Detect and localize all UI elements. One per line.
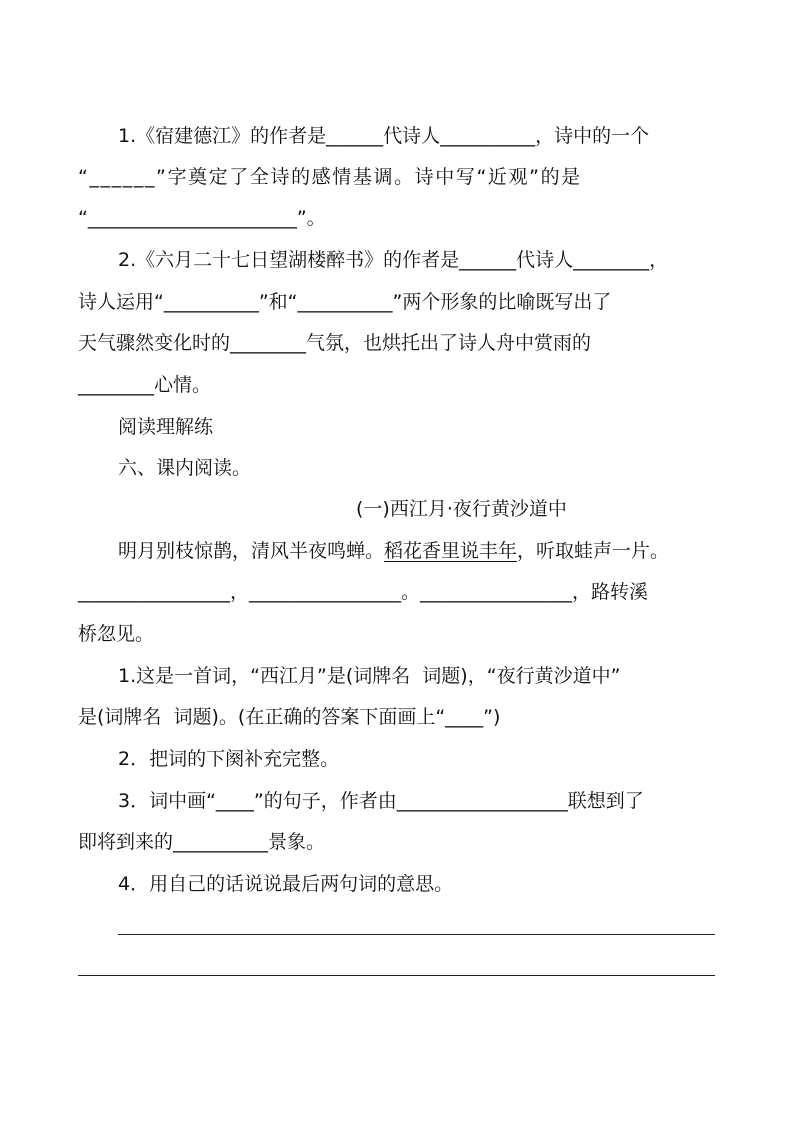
poem-line-1 xyxy=(118,539,793,563)
item-1-line-2: 是(词牌名 词题)。(在正确的答案下面画上“____”) xyxy=(78,706,501,728)
poem-title: (一)西江月·夜行黄沙道中 xyxy=(356,498,567,520)
answer-line-1[interactable] xyxy=(118,934,715,935)
section-title: 六、课内阅读。 xyxy=(118,457,252,479)
q2-line-1: 2.《六月二十七日望湖楼醉书》的作者是______代诗人________， xyxy=(118,249,669,271)
q1-line-1: 1.《宿建德江》的作者是______代诗人__________，诗中的一个 xyxy=(118,125,650,147)
poem-line-1-a: 明月别枝惊鹊，清风半夜鸣蝉。 xyxy=(118,540,385,562)
q1-line-2: “______”字奠定了全诗的感情基调。诗中写“近观”的是 xyxy=(78,166,582,188)
poem-line-3: 桥忽见。 xyxy=(78,623,155,645)
q2-line-3: 天气骤然变化时的________气氛，也烘托出了诗人舟中赏雨的 xyxy=(78,332,592,354)
q2-line-4: ________心情。 xyxy=(78,374,212,396)
section-practice-label: 阅读理解练 xyxy=(118,416,214,438)
item-4: 4．用自己的话说说最后两句词的意思。 xyxy=(118,873,454,895)
poem-line-2: ________________，________________。________________，路转溪 xyxy=(78,581,649,603)
poem-underlined-phrase: 稻花香里说丰年 xyxy=(384,540,518,562)
item-1-line-1: 1.这是一首词，“西江月”是(词牌名 词题)，“夜行黄沙道中” xyxy=(118,665,621,687)
q1-line-3: “______________________”。 xyxy=(78,207,326,229)
answer-line-2[interactable] xyxy=(78,975,715,976)
poem-line-1-b: ，听取蛙声一片。 xyxy=(517,540,670,562)
item-3-line-1: 3．词中画“____”的句子，作者由__________________联想到了 xyxy=(118,790,644,812)
q2-line-2: 诗人运用“__________”和“__________”两个形象的比喻既写出了 xyxy=(78,291,612,313)
item-3-line-2: 即将到来的__________景象。 xyxy=(78,831,326,853)
item-2: 2．把词的下阕补充完整。 xyxy=(118,748,340,770)
